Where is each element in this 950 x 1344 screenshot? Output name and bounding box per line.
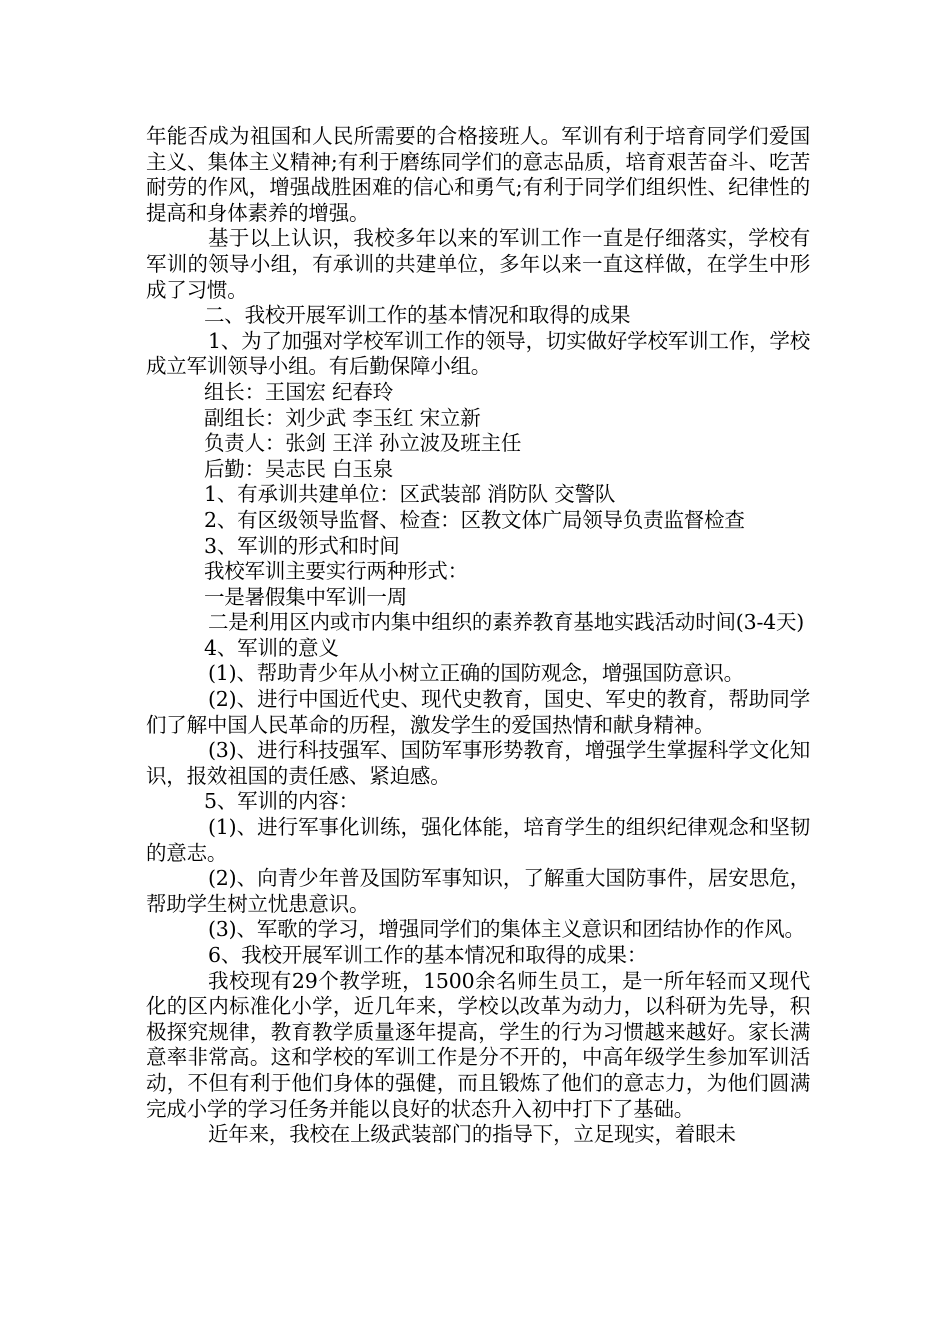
paragraph-recent-years: 近年来，我校在上级武装部门的指导下，立足现实，着眼未 (208, 1122, 736, 1147)
paragraph-significance-1: (1)、帮助青少年从小树立正确的国防观念，增强国防意识。 (208, 661, 744, 686)
paragraph-significance-3: (3)、进行科技强军、国防军事形势教育，增强学生掌握科学文化知识，报效祖国的责任感、紧迫感。 (146, 738, 810, 788)
line-group-leader: 组长：王国宏 纪春玲 (204, 379, 394, 404)
paragraph-understanding: 基于以上认识，我校多年以来的军训工作一直是仔细落实，学校有军训的领导小组，有承训的共建单位，多年以来一直这样做，在学生中形成了习惯。 (146, 226, 810, 302)
line-supervision: 2、有区级领导监督、检查：区教文体广局领导负责监督检查 (204, 507, 745, 532)
section-heading-2: 二、我校开展军训工作的基本情况和取得的成果 (204, 303, 631, 328)
line-responsible: 负责人：张剑 王洋 孙立波及班主任 (204, 431, 522, 456)
paragraph-form-two: 二是利用区内或市内集中组织的素养教育基地实践活动时间(3-4天) (208, 610, 805, 635)
document-body (146, 124, 810, 1148)
paragraph-school-overview: 我校现有29个教学班，1500余名师生员工，是一所年轻而又现代化的区内标准化小学，近几年来，学校以改革为动力，以科研为先导，积极探究规律，教育教学质量逐年提高，学生的行为习惯越来越好。家长满意率非常高。这和学校的军训工作是分不开的，中高年级学生参加军训活动，不但有利于他们身体的强健，而且锻炼了他们的意志力，为他们圆满完成小学的学习任务并能以良好的状态升入初中打下了基础。 (146, 968, 810, 1121)
line-deputy-leader: 副组长：刘少武 李玉红 宋立新 (204, 405, 481, 430)
line-form-one: 一是暑假集中军训一周 (204, 584, 407, 609)
line-logistics: 后勤：吴志民 白玉泉 (204, 456, 394, 481)
line-partner-units: 1、有承训共建单位：区武装部 消防队 交警队 (204, 482, 616, 507)
paragraph-item-1: 1、为了加强对学校军训工作的领导，切实做好学校军训工作，学校成立军训领导小组。有后勤保障小组。 (146, 328, 810, 379)
paragraph-content-1: (1)、进行军事化训练，强化体能，培育学生的组织纪律观念和坚韧的意志。 (146, 815, 810, 865)
paragraph-content-2: (2)、向青少年普及国防军事知识，了解重大国防事件，居安思危，帮助学生树立忧患意识。 (146, 866, 810, 916)
paragraph-content-3: (3)、军歌的学习，增强同学们的集体主义意识和团结协作的作风。 (208, 917, 805, 942)
paragraph-significance-2: (2)、进行中国近代史、现代史教育，国史、军史的教育，帮助同学们了解中国人民革命的历程，激发学生的爱国热情和献身精神。 (146, 687, 810, 737)
line-results-heading: 6、我校开展军训工作的基本情况和取得的成果： (208, 943, 648, 967)
paragraph-intro: 年能否成为祖国和人民所需要的合格接班人。军训有利于培育同学们爱国主义、集体主义精神;有利于磨练同学们的意志品质，培育艰苦奋斗、吃苦耐劳的作风，增强战胜困难的信心和勇气;有利于同学们组织性、纪律性的提高和身体素养的增强。 (146, 124, 810, 225)
line-content-heading: 5、军训的内容： (204, 789, 359, 814)
line-significance-heading: 4、军训的意义 (204, 635, 339, 660)
line-form-and-time: 3、军训的形式和时间 (204, 533, 400, 558)
line-two-forms: 我校军训主要实行两种形式： (204, 559, 468, 584)
